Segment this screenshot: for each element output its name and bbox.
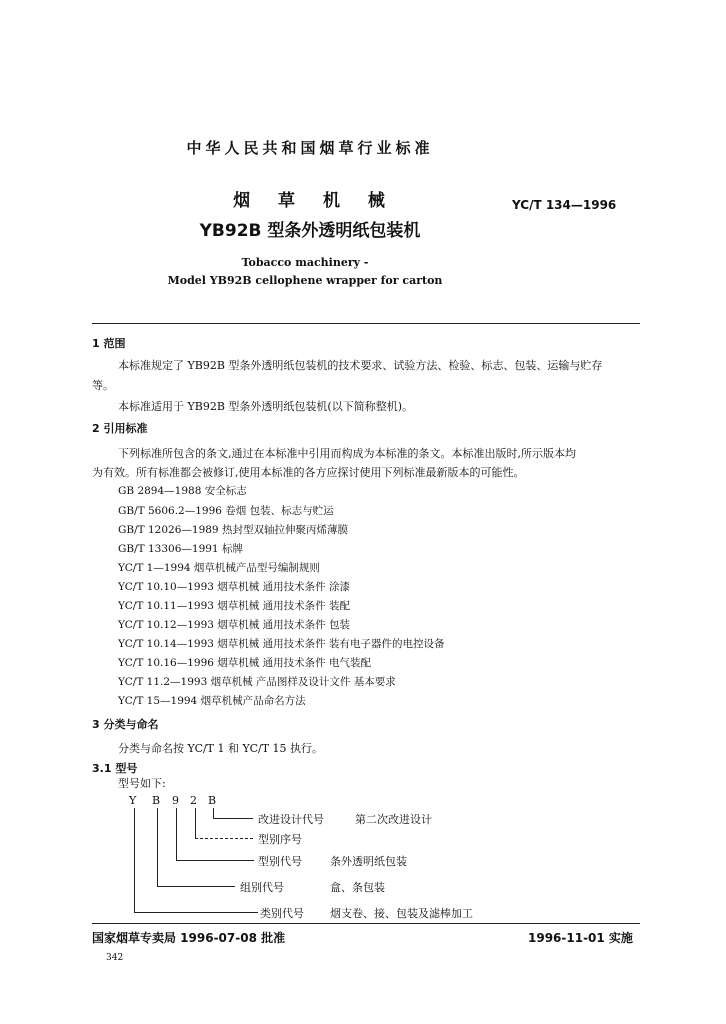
document-title-line1: 烟 草 机 械 — [233, 191, 387, 211]
tree-label: 型别代号 — [258, 855, 302, 868]
section-3-heading: 3 分类与命名 — [92, 718, 159, 731]
reference-item: GB/T 13306—1991 标牌 — [118, 543, 243, 555]
tree-description: 盒、条包装 — [330, 881, 385, 894]
reference-item: YC/T 11.2—1993 烟草机械 产品图样及设计文件 基本要求 — [118, 676, 396, 688]
tree-description: 第二次改进设计 — [355, 813, 432, 826]
implementation-date: 1996-11-01 实施 — [528, 931, 633, 945]
model-char: Y — [129, 794, 137, 807]
english-title-line1: Tobacco machinery - — [241, 256, 369, 269]
model-char: B — [152, 794, 161, 807]
reference-item: YC/T 10.11—1993 烟草机械 通用技术条件 装配 — [118, 600, 350, 612]
tree-label: 改进设计代号 — [258, 813, 324, 826]
reference-item: YC/T 10.16—1996 烟草机械 通用技术条件 电气装配 — [118, 657, 371, 669]
tree-horizontal-line — [176, 860, 254, 861]
tree-vertical-line — [134, 808, 135, 912]
tree-vertical-line — [157, 808, 158, 886]
standard-code: YC/T 134—1996 — [512, 198, 617, 212]
section-2-paragraph-line2: 为有效。所有标准都会被修订,使用本标准的各方应探讨使用下列标准最新版本的可能性。 — [92, 466, 525, 479]
tree-horizontal-line — [134, 912, 258, 913]
issuing-organization: 中华人民共和国烟草行业标准 — [186, 139, 434, 157]
tree-label: 组别代号 — [240, 881, 284, 894]
tree-vertical-line — [213, 808, 214, 818]
tree-vertical-line — [176, 808, 177, 860]
document-title-line2: YB92B 型条外透明纸包装机 — [199, 221, 421, 241]
reference-item: GB/T 5606.2—1996 卷烟 包装、标志与贮运 — [118, 505, 334, 517]
page-number: 342 — [106, 953, 124, 963]
section-1-paragraph-line2: 等。 — [92, 379, 114, 392]
footer-divider — [92, 923, 640, 924]
model-char: 9 — [172, 794, 179, 807]
section-1-scope-paragraph: 本标准适用于 YB92B 型条外透明纸包装机(以下简称整机)。 — [118, 400, 414, 413]
section-3-1-heading: 3.1 型号 — [92, 762, 138, 775]
section-2-heading: 2 引用标准 — [92, 422, 148, 435]
tree-label: 型别序号 — [258, 833, 302, 846]
tree-horizontal-line — [213, 818, 253, 819]
model-intro: 型号如下: — [118, 777, 166, 790]
approval-date: 国家烟草专卖局 1996-07-08 批准 — [92, 931, 286, 945]
reference-item: YC/T 15—1994 烟草机械产品命名方法 — [118, 695, 306, 707]
english-title-line2: Model YB92B cellophene wrapper for carton — [167, 274, 443, 287]
tree-horizontal-line — [157, 886, 235, 887]
reference-item: GB 2894—1988 安全标志 — [118, 485, 247, 497]
tree-description: 条外透明纸包装 — [330, 855, 407, 868]
section-1-heading: 1 范围 — [92, 337, 126, 350]
tree-horizontal-line — [195, 838, 253, 840]
section-3-paragraph: 分类与命名按 YC/T 1 和 YC/T 15 执行。 — [118, 742, 324, 755]
reference-item: YC/T 10.10—1993 烟草机械 通用技术条件 涂漆 — [118, 581, 350, 593]
reference-item: YC/T 1—1994 烟草机械产品型号编制规则 — [118, 562, 320, 574]
header-divider — [92, 323, 640, 324]
tree-description: 烟支卷、接、包装及滤棒加工 — [330, 907, 473, 920]
reference-item: GB/T 12026—1989 热封型双轴拉伸聚丙烯薄膜 — [118, 524, 348, 536]
section-1-paragraph-line1: 本标准规定了 YB92B 型条外透明纸包装机的技术要求、试验方法、检验、标志、包装、运输与贮存 — [118, 359, 603, 372]
tree-label: 类别代号 — [260, 907, 304, 920]
model-char: 2 — [190, 794, 197, 807]
reference-item: YC/T 10.14—1993 烟草机械 通用技术条件 装有电子器件的电控设备 — [118, 638, 445, 650]
tree-vertical-line — [195, 808, 196, 838]
model-char: B — [208, 794, 217, 807]
reference-item: YC/T 10.12—1993 烟草机械 通用技术条件 包装 — [118, 619, 350, 631]
section-2-paragraph-line1: 下列标准所包含的条文,通过在本标准中引用而构成为本标准的条文。本标准出版时,所示版本均 — [118, 447, 576, 460]
